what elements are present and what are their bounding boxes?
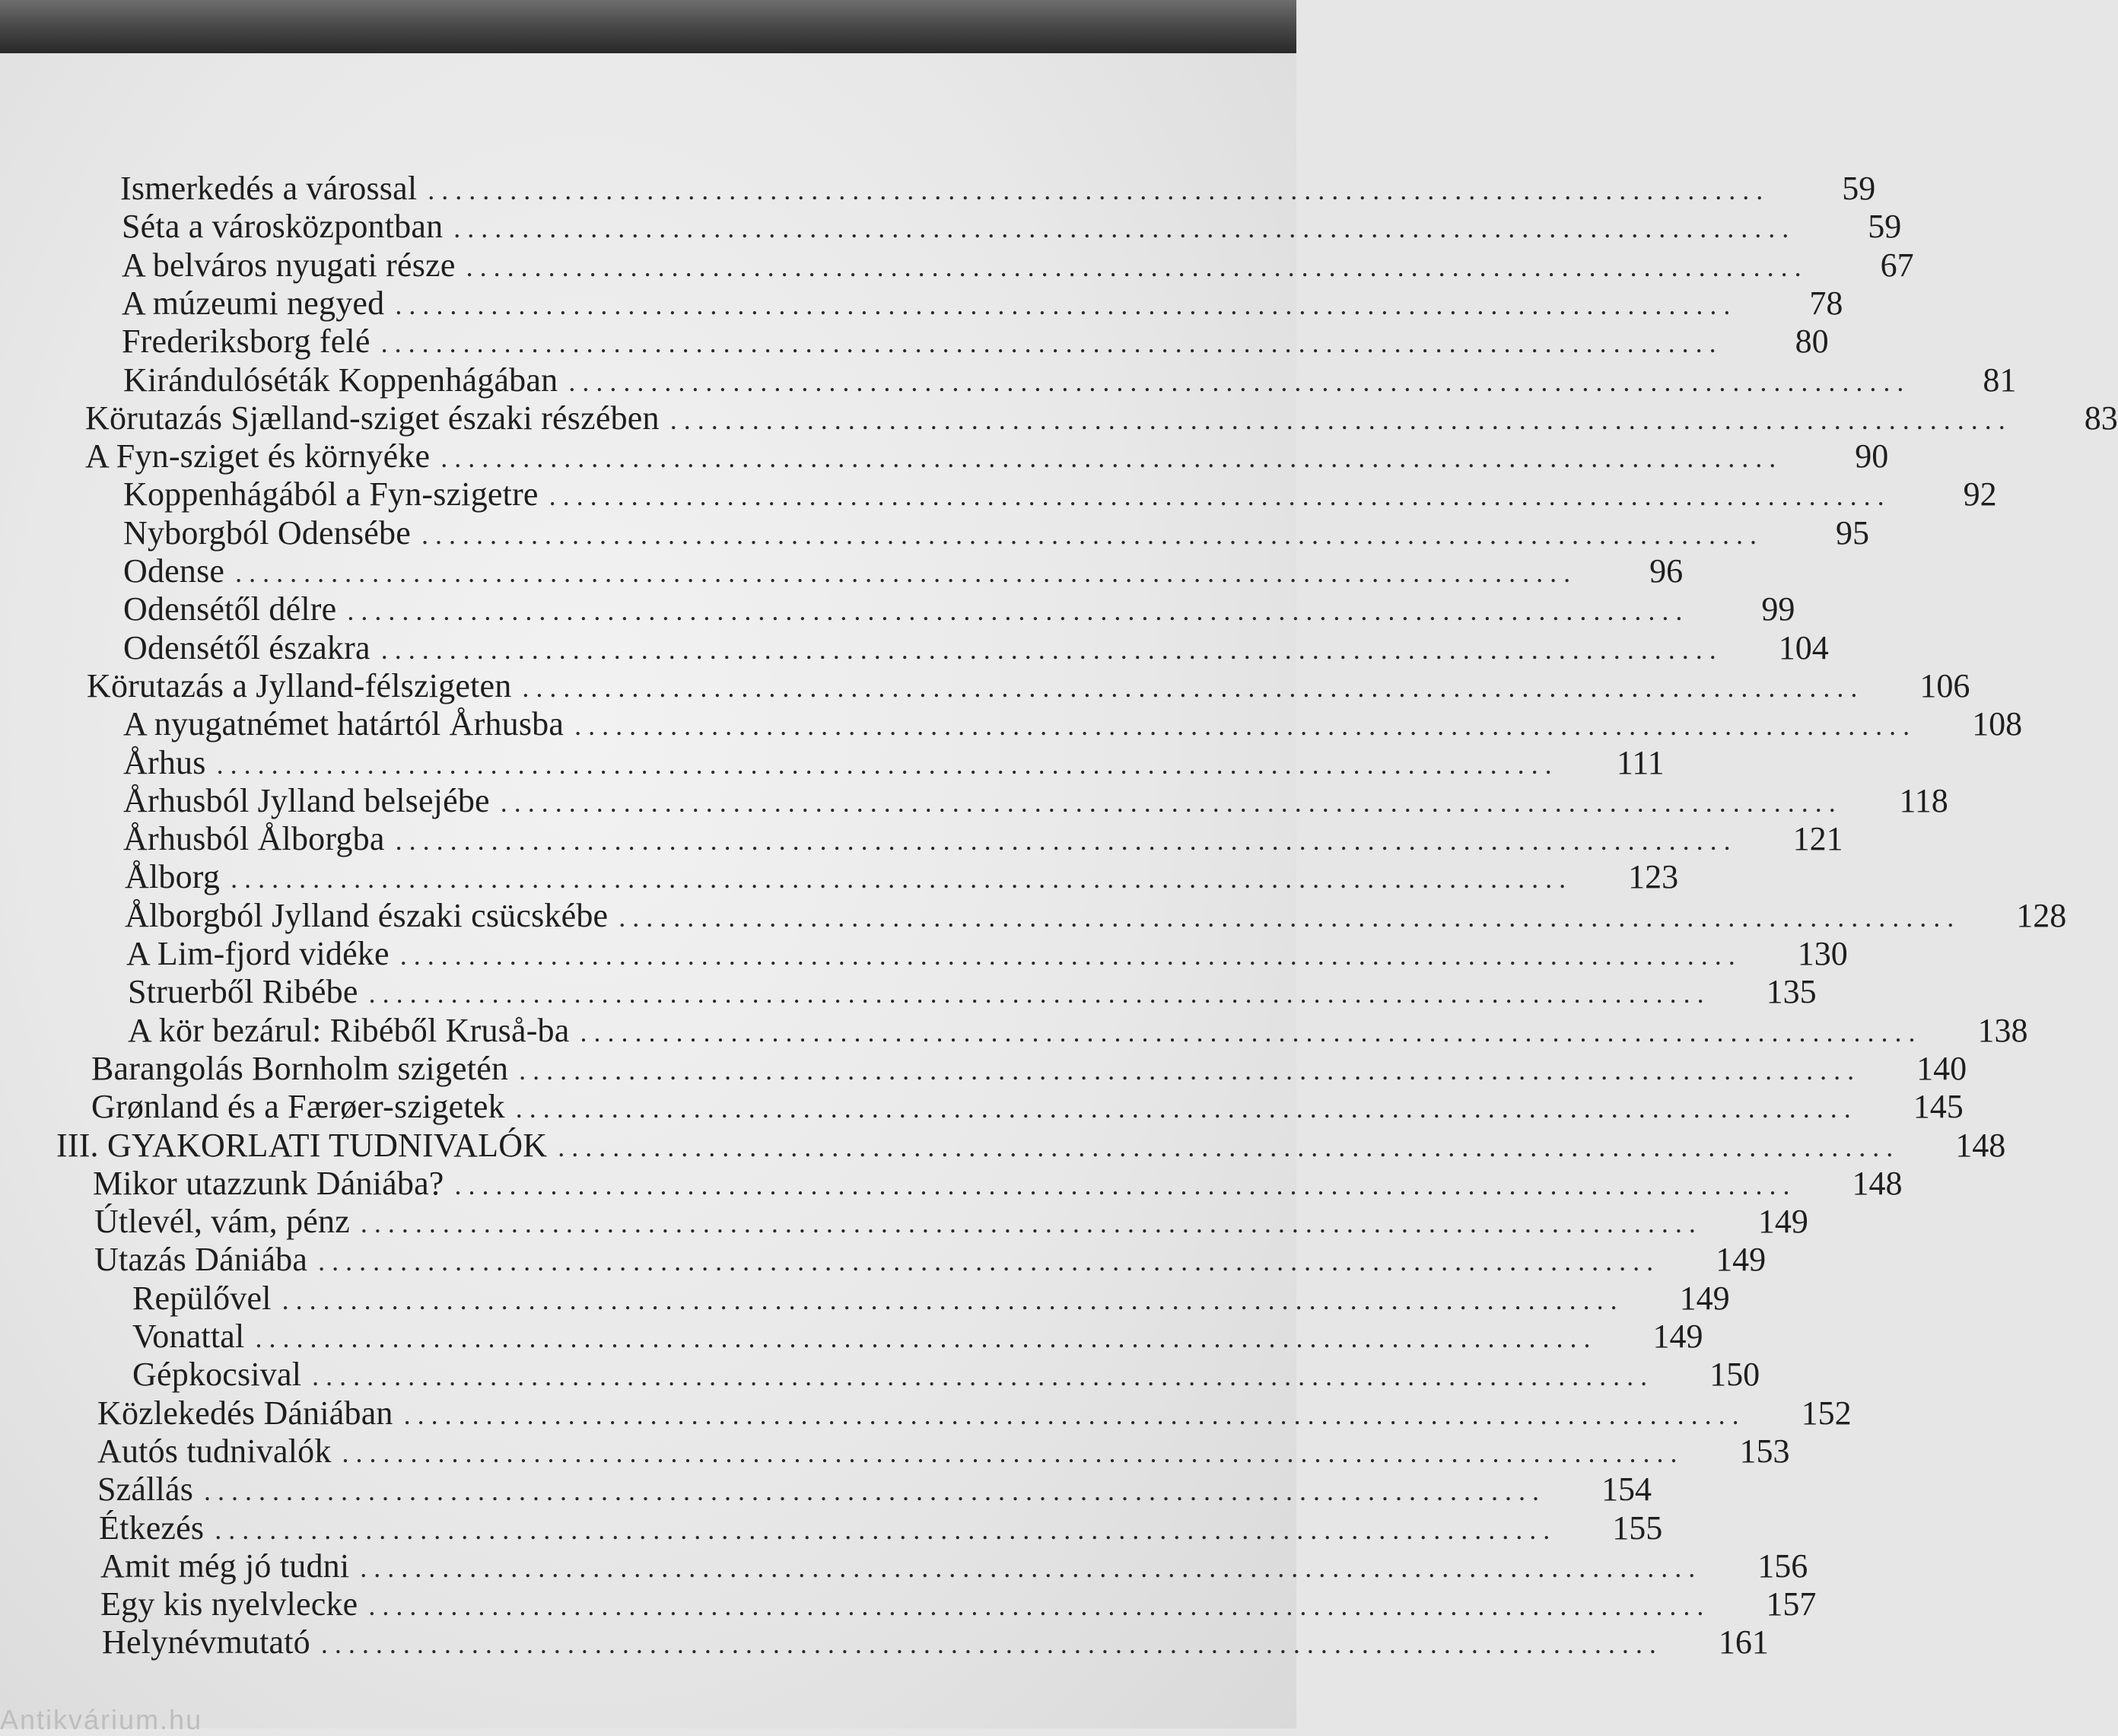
toc-entry-page: 108: [1972, 705, 2023, 743]
toc-entry-title: Koppenhágából a Fyn-szigetre: [123, 475, 539, 513]
toc-entry: [93, 1162, 1903, 1205]
toc-entry: [122, 282, 1843, 325]
toc-entry: [123, 550, 1684, 593]
toc-entry: [125, 856, 1679, 898]
toc-entry-title: Mikor utazzunk Dániába?: [93, 1164, 444, 1202]
toc-entry-page: 138: [1977, 1011, 2028, 1049]
toc-entry-page: 95: [1835, 513, 1869, 552]
toc-entry-page: 156: [1757, 1547, 1808, 1585]
toc-entry: [100, 1545, 1808, 1588]
toc-entry: [91, 1086, 1964, 1128]
toc-entry: [94, 1238, 1767, 1281]
toc-entry: [125, 895, 2067, 937]
toc-entry: [123, 780, 1948, 822]
toc-entry-page: 140: [1916, 1049, 1967, 1087]
toc-entry: [122, 320, 1829, 363]
toc-entry: [102, 1621, 1769, 1664]
toc-entry: [123, 588, 1795, 631]
toc-entry-title: A Lim-fjord vidéke: [126, 935, 390, 972]
toc-entry-page: 157: [1766, 1585, 1817, 1623]
toc-entry-title: Århus: [123, 743, 206, 781]
toc-entry-page: 155: [1612, 1509, 1663, 1547]
toc-entry-title: A belváros nyugati része: [122, 246, 456, 284]
toc-entry-page: 104: [1778, 628, 1829, 666]
toc-entry-page: 161: [1718, 1623, 1769, 1661]
toc-entry-title: Ålborg: [125, 858, 221, 896]
toc-entry-title: Barangolás Bornholm szigetén: [91, 1049, 509, 1087]
toc-entry-page: 78: [1809, 284, 1843, 322]
toc-section-heading: [56, 1124, 2006, 1167]
toc-entry-title: Odensétől délre: [123, 590, 337, 628]
toc-entry: [128, 1009, 2028, 1052]
toc-entry: [94, 1200, 1808, 1243]
toc-entry: [85, 435, 1889, 478]
toc-entry-title: Autós tudnivalók: [97, 1432, 332, 1470]
toc-entry-page: 96: [1649, 552, 1684, 590]
toc-entry-page: 128: [2016, 896, 2067, 934]
toc-entry-page: 59: [1868, 208, 1902, 246]
toc-entry-page: 148: [1852, 1164, 1903, 1202]
toc-entry-title: Frederiksborg felé: [122, 323, 370, 361]
toc-entry-title: Grønland és a Færøer-szigetek: [91, 1088, 505, 1126]
toc-entry: [123, 359, 2017, 402]
toc-entry-title: Århusból Jylland belsejébe: [123, 781, 490, 819]
toc-entry-page: 67: [1880, 246, 1914, 284]
toc-entry-title: Útlevél, vám, pénz: [94, 1203, 350, 1241]
toc-entry: [97, 1468, 1652, 1511]
toc-entry: [122, 244, 1914, 287]
toc-entry-page: 154: [1601, 1471, 1652, 1509]
toc-entry-title: Ålborgból Jylland északi csücskébe: [125, 896, 609, 934]
toc-entry-page: 83: [2084, 399, 2118, 437]
toc-entry: [123, 742, 1665, 784]
toc-entry-page: 99: [1761, 590, 1795, 628]
toc-entry-page: 135: [1766, 973, 1817, 1011]
toc-entry: [97, 1392, 1852, 1435]
toc-entry-page: 148: [1955, 1126, 2006, 1164]
toc-entry: [128, 971, 1817, 1013]
toc-entry: [132, 1277, 1730, 1320]
toc-entry-title: A kör bezárul: Ribéből Kruså-ba: [128, 1011, 570, 1049]
toc-entry: [123, 818, 1843, 860]
toc-entry-title: Odensétől északra: [123, 628, 370, 666]
toc-entry: [126, 933, 1848, 975]
toc-entry-page: 123: [1628, 858, 1679, 896]
toc-entry-page: 149: [1652, 1318, 1703, 1355]
toc-entry-title: Vonattal: [132, 1318, 245, 1355]
toc-entry: [123, 627, 1829, 669]
toc-entry-page: 150: [1709, 1356, 1760, 1394]
toc-entry: [97, 1430, 1790, 1473]
toc-entry: [91, 1048, 1967, 1090]
toc-entry: [123, 512, 1869, 555]
toc-entry-page: 92: [1963, 475, 1997, 513]
toc-entry-title: Odense: [123, 552, 225, 590]
toc-entry-title: Körutazás a Jylland-félszigeten: [87, 666, 512, 704]
toc-entry: [123, 703, 2023, 746]
toc-entry-title: Utazás Dániába: [94, 1241, 308, 1279]
toc-entry-page: 152: [1801, 1394, 1852, 1432]
toc-entry-page: 149: [1679, 1279, 1730, 1317]
toc-entry-title: Gépkocsival: [132, 1356, 302, 1394]
toc-entry-title: Nyborgból Odensébe: [123, 513, 411, 552]
toc-entry-title: Struerből Ribébe: [128, 973, 358, 1011]
toc-entry: [100, 1583, 1817, 1626]
toc-entry-title: A Fyn-sziget és környéke: [85, 437, 431, 475]
toc-entry-title: III. GYAKORLATI TUDNIVALÓK: [56, 1126, 548, 1164]
toc-entry-title: Repülővel: [132, 1279, 272, 1317]
toc-entry-page: 90: [1855, 437, 1889, 475]
toc-entry-title: Egy kis nyelvlecke: [100, 1585, 358, 1623]
toc-entry-page: 121: [1792, 820, 1843, 858]
toc-entry-page: 130: [1797, 935, 1848, 972]
toc-entry-page: 149: [1757, 1203, 1808, 1241]
toc-entry-title: Ismerkedés a várossal: [120, 170, 418, 207]
toc-entry-page: 149: [1716, 1241, 1767, 1279]
toc-entry-title: Amit még jó tudni: [100, 1547, 350, 1585]
toc-entry-page: 59: [1842, 170, 1876, 207]
toc-entry-title: Kirándulóséták Koppenhágában: [123, 361, 558, 399]
toc-entry-title: Közlekedés Dániában: [97, 1394, 393, 1432]
toc-entry-page: 153: [1739, 1432, 1790, 1470]
toc-entry: [123, 473, 1997, 516]
watermark: Antikvárium.hu: [0, 1704, 203, 1735]
toc-entry-page: 80: [1795, 323, 1829, 361]
toc-entry: [120, 167, 1876, 210]
toc-entry-title: Szállás: [97, 1471, 194, 1509]
toc-entry: [87, 665, 1970, 707]
toc-entry-page: 81: [1983, 361, 2017, 399]
toc-entry: [122, 205, 1902, 248]
toc-entry-page: 145: [1913, 1088, 1964, 1126]
toc-entry-title: Séta a városközpontban: [122, 208, 444, 246]
toc-entry-page: 118: [1899, 781, 1948, 819]
toc-entry-page: 106: [1919, 666, 1970, 704]
toc-entry-title: A múzeumi negyed: [122, 284, 385, 322]
toc-entry-title: Körutazás Sjælland-sziget északi részében: [85, 399, 660, 437]
toc-entry-title: Århusból Ålborgba: [123, 820, 385, 858]
toc-entry: [99, 1507, 1663, 1550]
toc-entry-title: A nyugatnémet határtól Århusba: [123, 705, 564, 743]
dot-leader: [321, 1623, 1656, 1665]
toc-entry-title: Étkezés: [99, 1509, 205, 1547]
toc-entry: [132, 1315, 1703, 1358]
toc-entry-title: Helynévmutató: [102, 1623, 310, 1661]
toc-entry: [132, 1353, 1760, 1396]
toc-entry: [85, 397, 2118, 440]
toc-entry-page: 111: [1616, 743, 1665, 781]
